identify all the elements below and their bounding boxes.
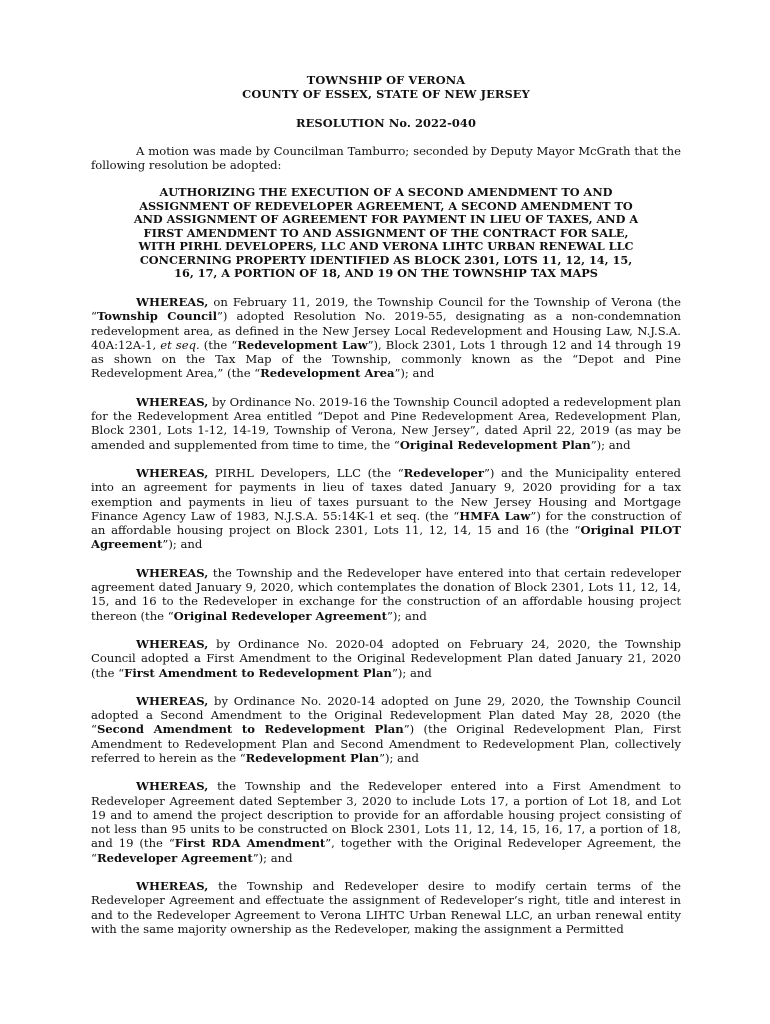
- whereas-label: WHEREAS,: [136, 465, 209, 480]
- whereas-paragraph-6: WHEREAS, by Ordinance No. 2020-14 adopted on June 29, 2020, the Township Council adopted a Second Amendment to the Original Redevelopment Plan dated May 28, 2020 (the “Second Amendment to Redevelopment Plan”) (the Original Redevelopment Plan, First Amendment to Redevelopment Plan and Second Amendment to Redevelopment Plan, collectively referred to herein as the “Redevelopment Plan”); and: [91, 693, 681, 765]
- whereas-paragraph-3: WHEREAS, PIRHL Developers, LLC (the “Redeveloper”) and the Municipality entered into an agreement for payments in lieu of taxes dated January 9, 2020 providing for a tax exemption and payments in lieu of taxes pursuant to the New Jersey Housing and Mortgage Finance Agency Law of 1983, N.J.S.A. 55:14K-1 et seq. (the “HMFA Law”) for the construction of an affordable housing project on Block 2301, Lots 11, 12, 14, 15 and 16 (the “Original PILOT Agreement”); and: [91, 465, 681, 552]
- whereas-label: WHEREAS,: [136, 879, 209, 894]
- whereas-label: WHEREAS,: [136, 779, 209, 794]
- county-heading: COUNTY OF ESSEX, STATE OF NEW JERSEY: [242, 87, 530, 102]
- whereas-paragraph-5: WHEREAS, by Ordinance No. 2020-04 adopted on February 24, 2020, the Township Council adopted a First Amendment to the Original Redevelopment Plan dated January 21, 2020 (the “First Amendment to Redevelopment Plan”); and: [91, 636, 681, 680]
- township-heading: TOWNSHIP OF VERONA: [306, 73, 466, 87]
- motion-statement: A motion was made by Councilman Tamburro; seconded by Deputy Mayor McGrath that the following resolution be adopted:: [91, 143, 681, 173]
- whereas-label: WHEREAS,: [136, 636, 209, 651]
- resolution-title: AUTHORIZING THE EXECUTION OF A SECOND AMENDMENT TO AND ASSIGNMENT OF REDEVELOPER AGREEMENT, A SECOND AMENDMENT TO AND ASSIGNMENT OF AGREEMENT FOR PAYMENT IN LIEU OF TAXES, AND A FIRST AMENDMENT TO AND ASSIGNMENT OF THE CONTRACT FOR SALE, WITH PIRHL DEVELOPERS, LLC AND VERONA LIHTC URBAN RENEWAL LLC CONCERNING PROPERTY IDENTIFIED AS BLOCK 2301, LOTS 11, 12, 14, 15, 16, 17, A PORTION OF 18, AND 19 ON THE TOWNSHIP TAX MAPS: [133, 185, 639, 281]
- whereas-paragraph-1: WHEREAS, on February 11, 2019, the Township Council for the Township of Verona (the “Township Council”) adopted Resolution No. 2019-55, designating as a non-condemnation redevelopment area, as defined in the New Jersey Local Redevelopment and Housing Law, N.J.S.A. 40A:12A-1, et seq. (the “Redevelopment Law”), Block 2301, Lots 1 through 12 and 14 through 19 as shown on the Tax Map of the Township, commonly known as the “Depot and Pine Redevelopment Area,” (the “Redevelopment Area”); and: [91, 294, 681, 381]
- whereas-label: WHEREAS,: [136, 294, 209, 309]
- whereas-label: WHEREAS,: [136, 693, 209, 708]
- resolution-number: RESOLUTION No. 2022-040: [296, 115, 476, 130]
- whereas-paragraph-7: WHEREAS, the Township and the Redeveloper entered into a First Amendment to Redeveloper Agreement dated September 3, 2020 to include Lots 17, a portion of Lot 18, and Lot 19 and to amend the project description to provide for an affordable housing project consisting of not less than 95 units to be constructed on Block 2301, Lots 11, 12, 14, 15, 16, 17, a portion of 18, and 19 (the “First RDA Amendment”, together with the Original Redeveloper Agreement, the “Redeveloper Agreement”); and: [91, 779, 681, 865]
- whereas-label: WHEREAS,: [136, 394, 209, 409]
- whereas-label: WHEREAS,: [136, 565, 209, 580]
- document-body: [91, 73, 681, 950]
- whereas-paragraph-8: WHEREAS, the Township and Redeveloper desire to modify certain terms of the Redeveloper Agreement and effectuate the assignment of Redeveloper’s right, title and interest in and to the Redeveloper Agreement to Verona LIHTC Urban Renewal LLC, an urban renewal entity with the same majority ownership as the Redeveloper, making the assignment a Permitted: [91, 879, 681, 936]
- whereas-paragraph-2: WHEREAS, by Ordinance No. 2019-16 the Township Council adopted a redevelopment plan for the Redevelopment Area entitled “Depot and Pine Redevelopment Area, Redevelopment Plan, Block 2301, Lots 1-12, 14-19, Township of Verona, New Jersey”, dated April 22, 2019 (as may be amended and supplemented from time to time, the “Original Redevelopment Plan”); and: [91, 394, 681, 452]
- whereas-paragraph-4: WHEREAS, the Township and the Redeveloper have entered into that certain redeveloper agreement dated January 9, 2020, which contemplates the donation of Block 2301, Lots 11, 12, 14, 15, and 16 to the Redeveloper in exchange for the construction of an affordable housing project thereon (the “Original Redeveloper Agreement”); and: [91, 565, 681, 623]
